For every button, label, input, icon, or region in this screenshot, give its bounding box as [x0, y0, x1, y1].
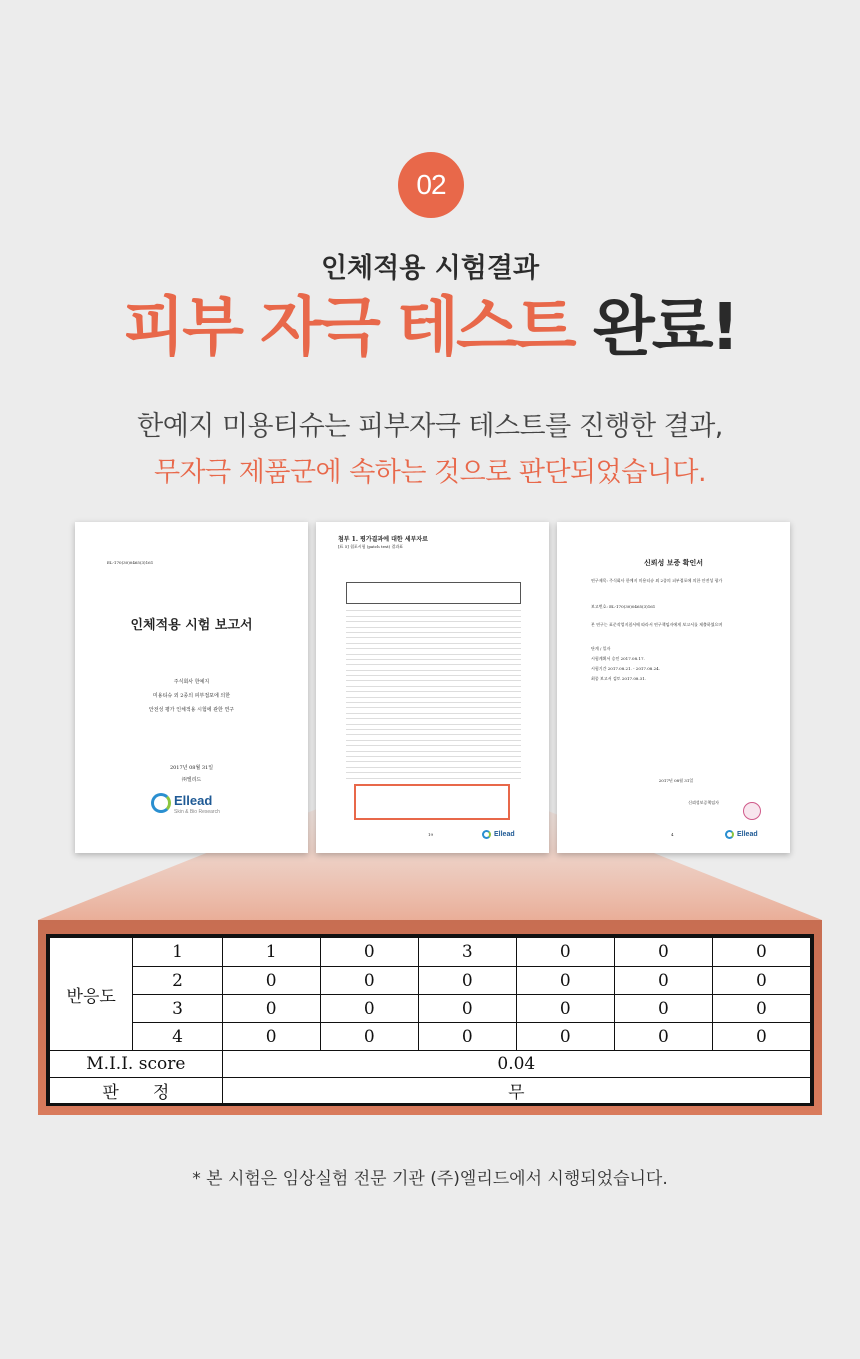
logo-sub: Skin & Bio Research [174, 809, 220, 815]
report-line: 안전성 평가 인체적용 시험에 관한 연구 [148, 707, 235, 713]
report-org: ㈜엘리드 [181, 777, 202, 783]
value-cell: 0 [614, 938, 712, 967]
footnote: * 본 시험은 임상실험 전문 기관 (주)엘리드에서 시행되었습니다. [192, 1169, 668, 1189]
value-cell: 0 [418, 995, 516, 1023]
mii-label: M.I.I. score [50, 1051, 223, 1078]
value-cell: 0 [320, 995, 418, 1023]
mii-value: 0.04 [222, 1051, 810, 1078]
result-table-document [316, 522, 549, 853]
grade-cell: 3 [133, 995, 222, 1023]
value-cell: 0 [516, 938, 614, 967]
value-cell: 3 [418, 938, 516, 967]
value-cell: 0 [712, 1023, 810, 1051]
value-cell: 0 [222, 995, 320, 1023]
report-line: 미용티슈 외 2종의 피부접포에 의한 [152, 693, 231, 699]
doc2-header: 첨부 1. 평가결과에 대한 세부자료 [338, 536, 428, 543]
value-cell: 0 [516, 1023, 614, 1051]
result-table [46, 934, 814, 1106]
table-row [50, 1023, 811, 1051]
doc3-line: 최종 보고서 검토 2017.08.31. [591, 676, 647, 681]
grade-cell: 4 [133, 1023, 222, 1051]
doc3-line: 본 연구는 표준작업지침서에 따라서 연구책임자에게 보고서를 제출하였으며 [591, 622, 723, 627]
table-row [50, 1078, 811, 1104]
doc3-line: 연구제목: 주식회사 한예지 미용티슈 외 2종의 피부접포에 의한 안전성 평가 [591, 578, 723, 583]
ellead-logo [482, 830, 515, 839]
ellead-logo [151, 790, 220, 815]
value-cell: 0 [418, 967, 516, 995]
judgement-label: 판 정 [50, 1078, 223, 1104]
section-subtitle: 인체적용 시험결과 [320, 253, 540, 284]
highlight-box [354, 784, 510, 820]
logo-name: Ellead [494, 831, 515, 838]
description-line-2: 무자극 제품군에 속하는 것으로 판단되었습니다. [153, 457, 707, 488]
value-cell: 0 [712, 938, 810, 967]
value-cell: 0 [320, 938, 418, 967]
value-cell: 0 [320, 967, 418, 995]
value-cell: 0 [712, 995, 810, 1023]
doc2-info-box [346, 582, 521, 604]
ellead-logo-icon [482, 830, 491, 839]
value-cell: 0 [516, 995, 614, 1023]
value-cell: 0 [614, 967, 712, 995]
grade-cell: 1 [133, 938, 222, 967]
doc3-title: 신뢰성 보증 확인서 [644, 558, 703, 567]
grade-cell: 2 [133, 967, 222, 995]
report-title: 인체적용 시험 보고서 [130, 618, 253, 633]
doc3-line: 단계 / 일자 [591, 646, 611, 651]
ellead-logo-icon [151, 793, 171, 813]
report-code: EL-170(30)0465(3)161 [107, 560, 154, 565]
logo-name: Ellead [174, 793, 213, 808]
seal-stamp [743, 802, 761, 820]
report-cover-document [75, 522, 308, 853]
ellead-logo [725, 830, 758, 839]
headline-highlight: 피부 자극 테스트 [123, 291, 574, 365]
value-cell: 0 [516, 967, 614, 995]
doc3-line: 시험계획서 승인 2017.08.17. [591, 656, 645, 661]
step-badge: 02 [398, 152, 464, 218]
value-cell: 1 [222, 938, 320, 967]
value-cell: 0 [614, 1023, 712, 1051]
doc2-subheader: [표 5] 첩포시험 (patch test) 결과표 [338, 544, 404, 549]
row-group-label: 반응도 [50, 938, 133, 1051]
quality-assurance-document [557, 522, 790, 853]
doc2-data-rows [346, 606, 521, 779]
doc3-line: 보고번호: EL-170(30)0465(3)161 [591, 604, 656, 609]
table-row [50, 938, 811, 967]
description-line-1: 한예지 미용티슈는 피부자극 테스트를 진행한 결과, [137, 411, 723, 442]
ellead-logo-icon [725, 830, 734, 839]
value-cell: 0 [320, 1023, 418, 1051]
value-cell: 0 [222, 1023, 320, 1051]
doc3-line: 시험기간 2017.08.21. - 2017.08.24. [591, 666, 660, 671]
headline-dark: 완료! [592, 291, 737, 365]
doc3-line: 2017년 08월 31일 [658, 778, 694, 783]
doc3-page-number: 4 [671, 832, 674, 837]
doc3-line: 신뢰성보증책임자 [688, 800, 719, 805]
report-date: 2017년 08월 31일 [169, 765, 214, 771]
report-line: 주식회사 한예지 [173, 679, 210, 685]
table-row [50, 1051, 811, 1078]
value-cell: 0 [614, 995, 712, 1023]
logo-name: Ellead [737, 831, 758, 838]
value-cell: 0 [712, 967, 810, 995]
judgement-value: 무 [222, 1078, 810, 1104]
doc2-page-number: 19 [428, 832, 434, 837]
value-cell: 0 [418, 1023, 516, 1051]
table-row [50, 967, 811, 995]
table-row [50, 995, 811, 1023]
value-cell: 0 [222, 967, 320, 995]
